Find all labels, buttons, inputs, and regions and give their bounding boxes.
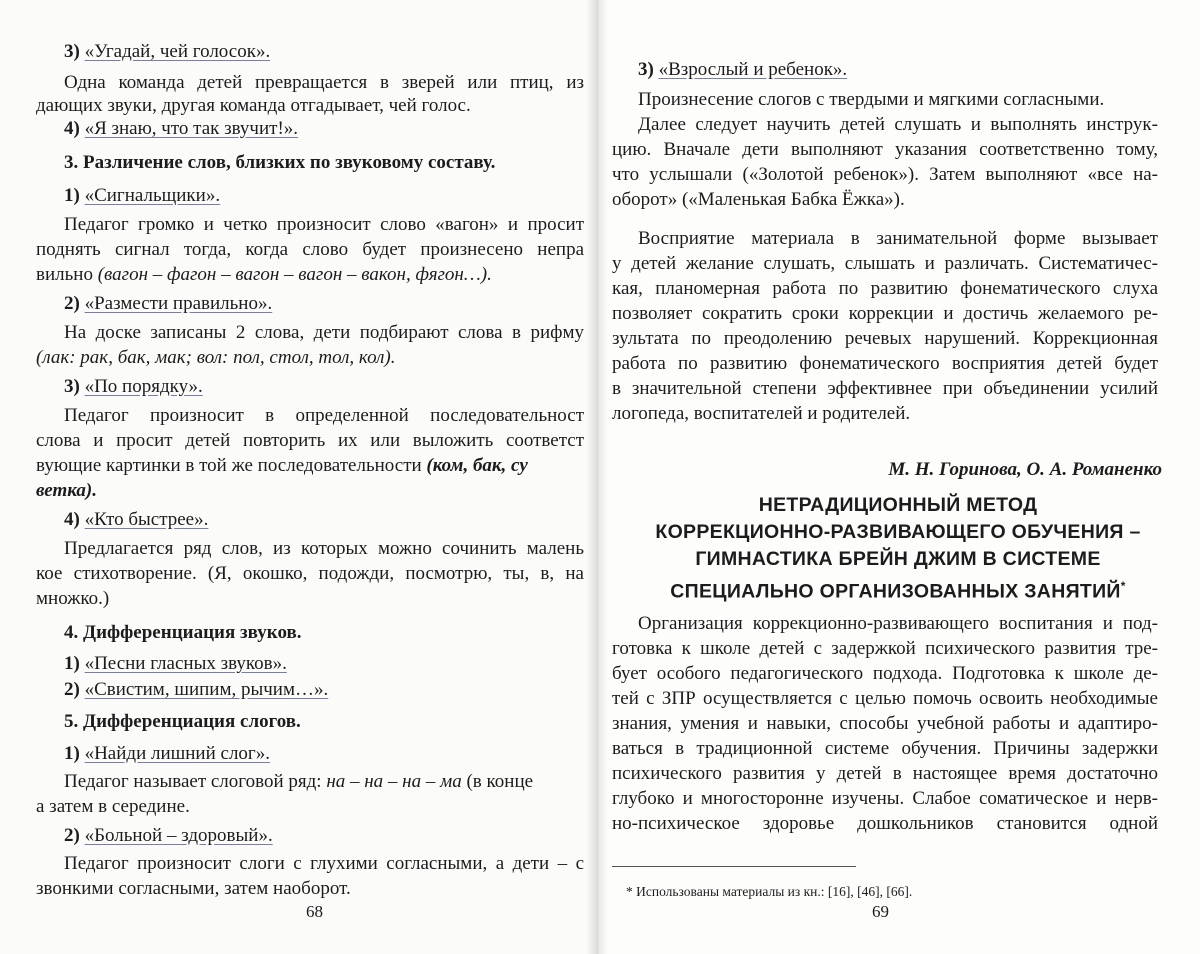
list-item: 3) «Угадай, чей голосок». [64, 41, 271, 62]
paragraph-line: бует особого педагогического подхода. Подготовка к школе де- [612, 663, 1158, 684]
paragraph-line: (лак: рак, бак, мак; вол: пол, стол, тол, кол). [36, 347, 396, 368]
paragraph-line: в значительной степени эффективнее при объединении усилий [612, 378, 1158, 399]
paragraph-line: вующие картинки в той же последовательности (ком, бак, су [36, 455, 528, 476]
paragraph-line: психического развития у детей в настоящее время достаточно [612, 763, 1158, 784]
paragraph-line: дающих звуки, другая команда отгадывает, чей голос. [36, 95, 471, 116]
footnote: * Использованы материалы из кн.: [16], [46], [66]. [626, 884, 913, 899]
paragraph-line: множко.) [36, 588, 110, 609]
footnote-divider [612, 866, 856, 867]
article-title-line: КОРРЕКЦИОННО-РАЗВИВАЮЩЕГО ОБУЧЕНИЯ – [655, 521, 1141, 543]
list-item: 3) «По порядку». [64, 376, 203, 397]
paragraph-line: оборот» («Маленькая Бабка Ёжка»). [612, 189, 905, 210]
book-gutter-shadow [586, 0, 608, 954]
article-title-line: СПЕЦИАЛЬНО ОРГАНИЗОВАННЫХ ЗАНЯТИЙ* [670, 579, 1126, 603]
list-item: 4) «Я знаю, что так звучит!». [64, 118, 299, 139]
article-title-line: НЕТРАДИЦИОННЫЙ МЕТОД [758, 494, 1038, 516]
paragraph-line: Педагог произносит слоги с глухими согласными, а дети – с [64, 853, 584, 874]
list-item: 1) «Песни гласных звуков». [64, 653, 287, 674]
paragraph-line: а затем в середине. [36, 796, 190, 817]
left-page [0, 0, 596, 954]
list-item: 1) «Сигнальщики». [64, 185, 221, 206]
paragraph-line: Произнесение слогов с твердыми и мягкими согласными. [638, 89, 1105, 110]
section-heading: 4. Дифференциация звуков. [64, 622, 302, 643]
paragraph-line: позволяет сократить сроки коррекции и достичь желаемого ре- [612, 303, 1158, 324]
paragraph-line: ваться в традиционной системе обучения. Причины задержки [612, 738, 1158, 759]
footnote-mark: * [1120, 579, 1126, 593]
right-page [596, 0, 1200, 954]
paragraph-line: Педагог произносит в определенной последовательност [64, 405, 584, 426]
page-number: 68 [306, 902, 323, 921]
list-item: 2) «Размести правильно». [64, 293, 273, 314]
section-heading: 3. Различение слов, близких по звуковому составу. [64, 152, 496, 173]
paragraph-line: поднять сигнал тогда, когда слово будет произнесено непра [36, 239, 584, 260]
list-item: 2) «Больной – здоровый». [64, 825, 273, 846]
list-item: 2) «Свистим, шипим, рычим…». [64, 679, 329, 700]
paragraph-line: глубоко и многосторонне изучены. Слабое соматическое и нерв- [612, 788, 1158, 809]
paragraph-line: работа по развитию фонематического восприятия детей будет [612, 353, 1158, 374]
article-title-line: ГИМНАСТИКА БРЕЙН ДЖИМ В СИСТЕМЕ [695, 548, 1101, 570]
paragraph-line: но-психическое здоровье дошкольников становится одной [612, 813, 1158, 834]
paragraph-line: готовка к школе детей с задержкой психического развития тре- [612, 638, 1158, 659]
paragraph-line: зультата по преодолению речевых нарушений. Коррекционная [612, 328, 1158, 349]
list-item: 3) «Взрослый и ребенок». [638, 59, 848, 80]
paragraph-line: тей с ЗПР осуществляется с целью помочь освоить необходимые [612, 688, 1158, 709]
paragraph-line: вильно (вагон – фагон – вагон – вагон – вакон, фягон…). [36, 264, 492, 285]
paragraph-line: звонкими согласными, затем наоборот. [36, 878, 351, 899]
paragraph-line: Предлагается ряд слов, из которых можно сочинить малень [64, 538, 584, 559]
paragraph-line: Далее следует научить детей слушать и выполнять инструк- [638, 114, 1158, 135]
paragraph-line: знания, умения и навыки, способы учебной работы и адаптиро- [612, 713, 1158, 734]
list-item: 4) «Кто быстрее». [64, 509, 209, 530]
paragraph-line: кая, планомерная работа по развитию фонематического слуха [612, 278, 1158, 299]
paragraph-line: что услышали («Золотой ребенок»). Затем выполняют «все на- [612, 164, 1158, 185]
page-number: 69 [872, 902, 889, 921]
paragraph-line: Организация коррекционно-развивающего воспитания и под- [638, 613, 1158, 634]
list-item: 1) «Найди лишний слог». [64, 743, 270, 764]
section-heading: 5. Дифференциация слогов. [64, 711, 301, 732]
paragraph-line: ветка). [36, 480, 97, 501]
paragraph-line: Педагог называет слоговой ряд: на – на – на – ма (в конце [64, 771, 534, 792]
paragraph-line: На доске записаны 2 слова, дети подбирают слова в рифму [64, 322, 584, 343]
paragraph-line: Педагог громко и четко произносит слово «вагон» и просит [64, 214, 584, 235]
paragraph-line: у детей желание слушать, слышать и различать. Систематичес- [612, 253, 1158, 274]
paragraph-line: логопеда, воспитателей и родителей. [612, 403, 911, 424]
paragraph-line: Одна команда детей превращается в зверей или птиц, из [64, 72, 584, 93]
article-authors: М. Н. Горинова, О. А. Романенко [888, 459, 1162, 480]
paragraph-line: цию. Вначале дети выполняют указания соответственно тому, [612, 139, 1158, 160]
paragraph-line: кое стихотворение. (Я, окошко, подожди, посмотрю, ты, в, на [36, 563, 584, 584]
paragraph-line: Восприятие материала в занимательной форме вызывает [638, 228, 1158, 249]
paragraph-line: слова и просит детей повторить их или выложить соответст [36, 430, 584, 451]
